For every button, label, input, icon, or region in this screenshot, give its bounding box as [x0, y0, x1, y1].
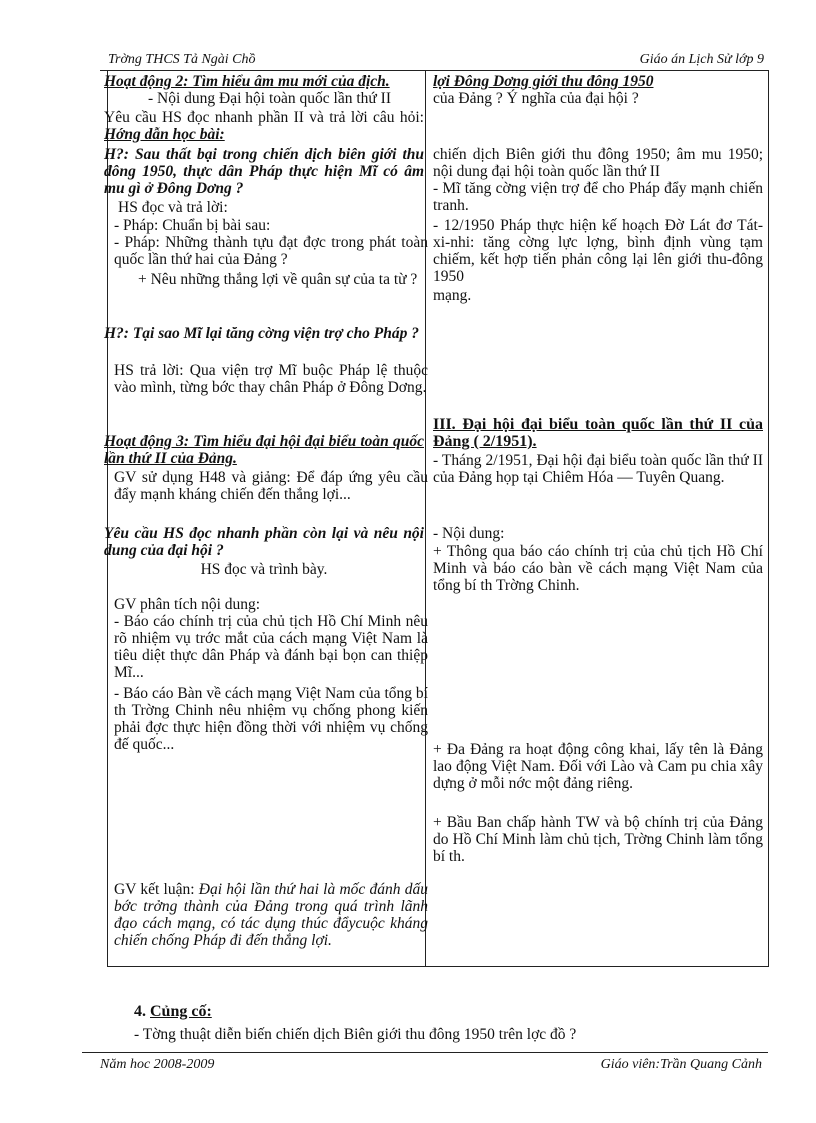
- de-lattre-plan-point: - 12/1950 Pháp thực hiện kế hoạch Đờ Lát đơ Tát-xi-nhi: tăng cờng lực lợng, bình định vùng tạm chiếm, kết hợp tiến phản công lại lên giới thu-đông 1950: [433, 217, 763, 285]
- footer-school-year: Năm hoc 2008-2009: [100, 1057, 215, 1072]
- overlap-question: của Đảng ? Ý nghĩa của đại hội ?: [433, 90, 639, 107]
- request-read-content: Yêu cầu HS đọc nhanh phần còn lại và nêu nội dung của đại hội ?: [104, 525, 424, 559]
- content-reports: + Thông qua báo cáo chính trị của chủ tịch Hồ Chí Minh và báo cáo bàn về cách mạng Việt Nam của tổng bí th Trờng Chinh.: [433, 543, 763, 594]
- section-4-heading: 4. Củng cố:: [134, 1003, 212, 1020]
- content-label: - Nội dung:: [433, 525, 505, 542]
- students-present: HS đọc và trình bày.: [200, 561, 328, 578]
- political-report-analysis: - Báo cáo chính trị của chủ tịch Hồ Chí Minh nêu rõ nhiệm vụ trớc mắt của cách mạng Việt Nam là tiêu diệt thực dân Pháp và đánh bại bọn can thiệp Mĩ...: [114, 613, 428, 681]
- page-header: [100, 50, 768, 71]
- lesson-table: [104, 70, 769, 967]
- overlap-campaign-text: chiến dịch Biên giới thu đông 1950; âm mu 1950; nội dung đại hội toàn quốc lần thứ II: [433, 146, 763, 180]
- content-election: + Bầu Ban chấp hành TW và bộ chính trị của Đảng do Hồ Chí Minh làm chủ tịch, Trờng Chinh làm tổng bí th.: [433, 814, 763, 865]
- overlap-line: - Nội dung Đại hội toàn quốc lần thứ II: [148, 90, 392, 107]
- congress-date-place: - Tháng 2/1951, Đại hội đại biểu toàn quốc lần thứ II của Đảng họp tại Chiêm Hóa — Tuyên Quang.: [433, 452, 763, 486]
- section-4-question: - Tờng thuật diễn biến chiến dịch Biên giới thu đông 1950 trên lợc đồ ?: [134, 1026, 577, 1043]
- teacher-analysis: GV phân tích nội dung:: [114, 596, 261, 613]
- us-aid-point: - Mĩ tăng cờng viện trợ để cho Pháp đẩy mạnh chiến tranh.: [433, 180, 763, 214]
- teacher-conclusion: GV kết luận: Đại hội lần thứ hai là mốc đánh dấu bớc trởng thành của Đảng trong quá trình lãnh đạo cách mạng, có tác dụng thúc đẩycuộc kháng chiến chống Pháp đi đến thắng lợi.: [114, 881, 428, 949]
- student-answer-intro: HS đọc và trả lời:: [118, 199, 228, 216]
- answer-france-2: - Pháp: Những thành tựu đạt đợc trong phát toàn quốc lần thứ hai của Đảng ?: [114, 234, 428, 268]
- military-victories-question: + Nêu những thắng lợi về quân sự của ta từ ?: [138, 271, 418, 288]
- header-school: Trờng THCS Tả Ngài Chồ: [108, 52, 256, 67]
- activity-2-heading: Hoạt động 2: Tìm hiểu âm mu mới của địch.: [104, 73, 390, 90]
- teacher-explanation: GV sử dụng H48 và giảng: Để đáp ứng yêu cầu đẩy mạnh kháng chiến đến thắng lợi...: [114, 469, 428, 503]
- revolution-report-analysis: - Báo cáo Bàn về cách mạng Việt Nam của tổng bí th Trờng Chinh nêu nhiệm vụ chống phong kiến phải đợc thực hiện đồng thời với nhiệm vụ chống đế quốc...: [114, 685, 428, 753]
- question-after-defeat: H?: Sau thất bại trong chiến dịch biên giới thu đông 1950, thực dân Pháp thực hiện Mĩ có âm mu gì ở Đông Dơng ?: [104, 146, 424, 197]
- plan-point-tail: mạng.: [433, 287, 472, 304]
- lesson-content-column: [427, 71, 765, 966]
- teacher-student-activities-column: [104, 71, 428, 966]
- content-party-public: + Đa Đảng ra hoạt động công khai, lấy tên là Đảng lao động Việt Nam. Đối với Lào và Cam pu chia xây dựng ở mỗi nớc một đảng riêng.: [433, 741, 763, 792]
- activity-3-heading: Hoạt động 3: Tìm hiểu đại hội đại biểu toàn quốc lần thứ II của Đảng.: [104, 433, 424, 467]
- overlap-heading: lợi Đông Dơng giới thu đông 1950: [433, 73, 654, 90]
- question-instruction: Yêu cầu HS đọc nhanh phần II và trả lời câu hỏi: Hớng dẫn học bài:: [104, 109, 424, 143]
- header-subject: Giáo án Lịch Sử lớp 9: [639, 52, 764, 67]
- section-iii-heading: III. Đại hội đại biểu toàn quốc lần thứ II của Đảng ( 2/1951).: [433, 416, 763, 450]
- page-footer: [82, 1052, 768, 1075]
- question-us-aid: H?: Tại sao Mĩ lại tăng cờng viện trợ cho Pháp ?: [104, 325, 420, 342]
- footer-teacher: Giáo viên:Trần Quang Cảnh: [600, 1057, 762, 1072]
- answer-france-1: - Pháp: Chuẩn bị bài sau:: [114, 217, 271, 234]
- answer-us-aid: HS trả lời: Qua viện trợ Mĩ buộc Pháp lệ thuộc vào mình, từng bớc thay chân Pháp ở Đông Dơng.: [114, 362, 428, 396]
